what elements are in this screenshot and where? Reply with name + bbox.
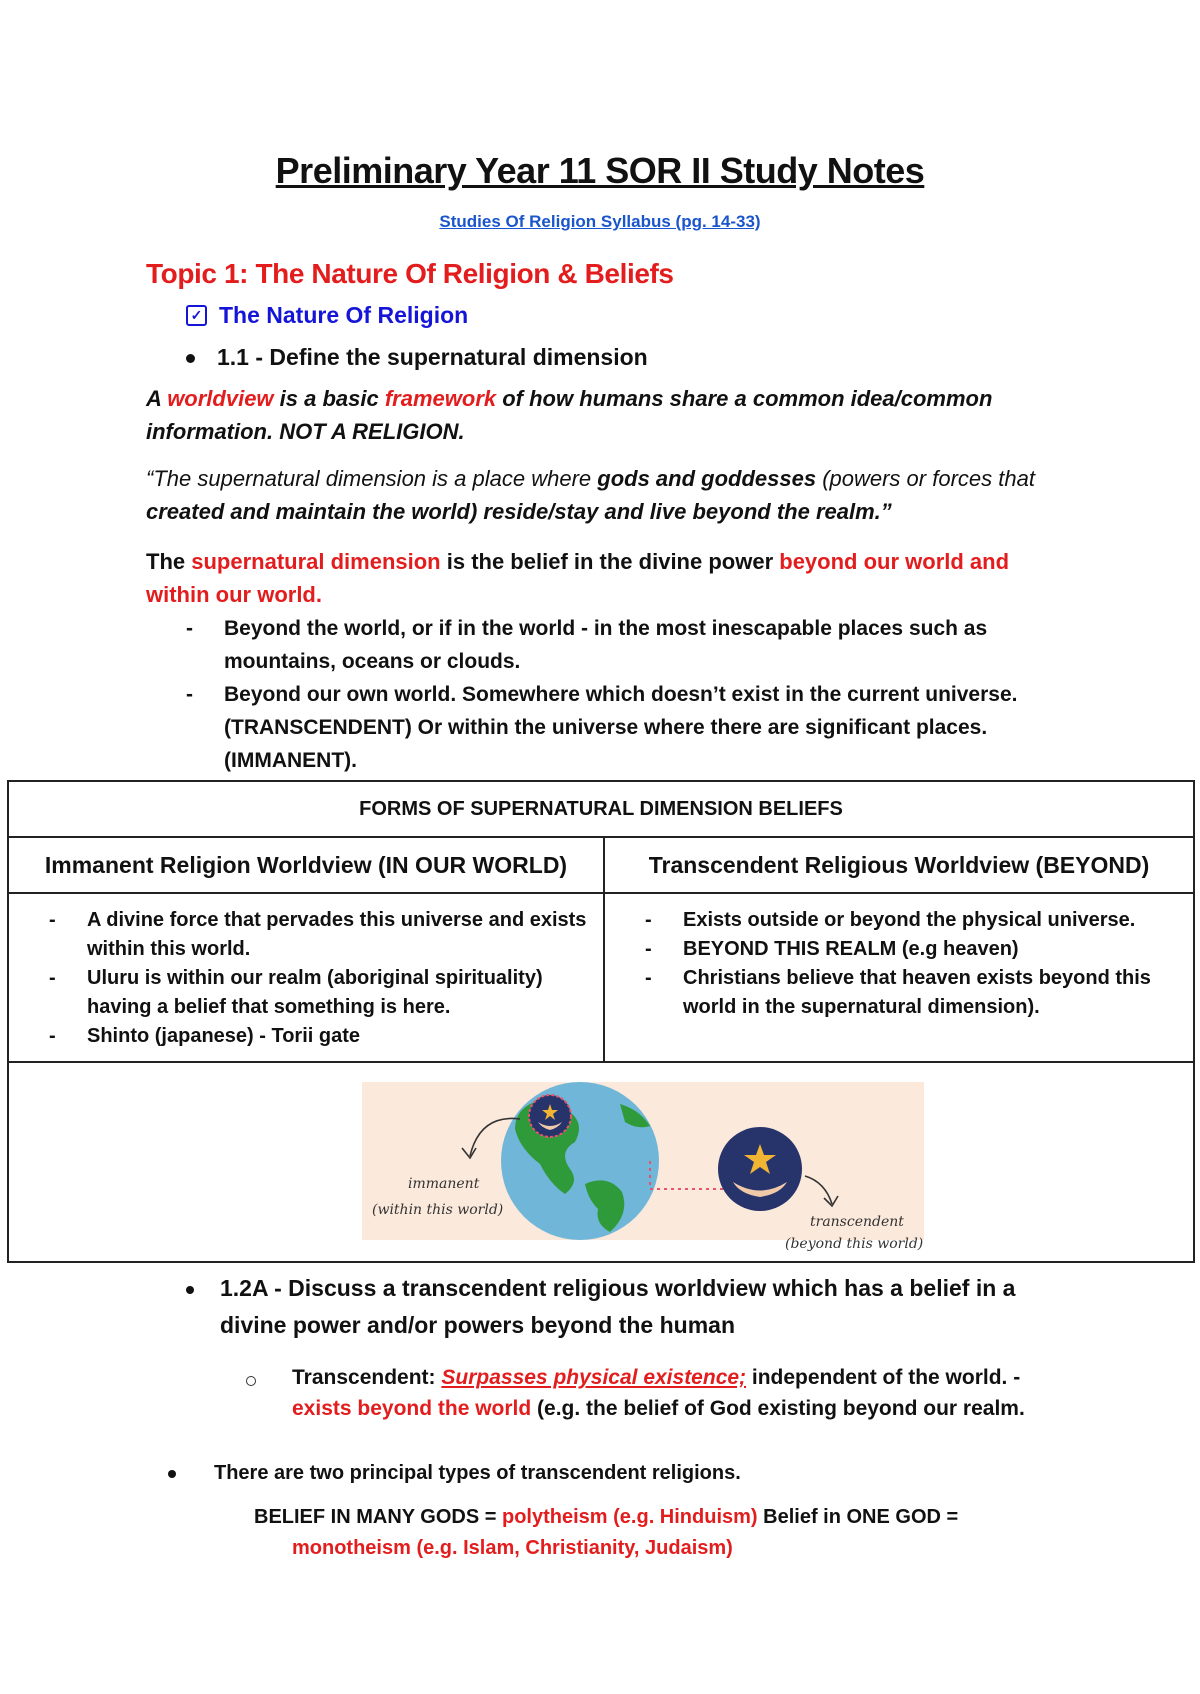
syllabus-link[interactable]: Studies Of Religion Syllabus (pg. 14-33): [439, 212, 761, 231]
list-item-text: Beyond our own world. Somewhere which doesn’t exist in the current universe. (TRANSCENDENT) Or within the universe where there are significant places. (IMMANENT).: [224, 683, 1018, 772]
column-header-immanent: Immanent Religion Worldview (IN OUR WORLD): [8, 837, 604, 893]
list-item: - A divine force that pervades this universe and exists within this world.: [49, 906, 589, 964]
transcendent-cell: [604, 893, 1194, 1062]
list-item-text: A divine force that pervades this universe and exists within this world.: [87, 909, 587, 960]
column-header-transcendent: Transcendent Religious Worldview (BEYOND): [604, 837, 1194, 893]
text: “The supernatural dimension is a place where: [146, 466, 598, 491]
principal-types: [168, 1462, 741, 1485]
bullet-icon: [168, 1470, 176, 1478]
list-item-text: Beyond the world, or if in the world - in the most inescapable places such as mountains, oceans or clouds.: [224, 617, 988, 673]
text: created and maintain the world) reside/stay and live beyond the realm.”: [146, 499, 892, 524]
keyword-polytheism: polytheism (e.g. Hinduism): [502, 1506, 758, 1528]
list-item: - Shinto (japanese) - Torii gate: [49, 1022, 589, 1051]
list-item-text: BEYOND THIS REALM (e.g heaven): [683, 938, 1019, 960]
text: Belief in ONE GOD =: [757, 1506, 959, 1528]
text: The: [146, 549, 192, 574]
keyword-monotheism: monotheism (e.g. Islam, Christianity, Judaism): [292, 1537, 733, 1559]
table-title: FORMS OF SUPERNATURAL DIMENSION BELIEFS: [8, 781, 1194, 837]
list-item: - Beyond the world, or if in the world - in the most inescapable places such as mountains, oceans or clouds.: [186, 612, 1066, 678]
text: is a basic: [273, 386, 385, 411]
subheading-row: [186, 302, 468, 329]
worldview-paragraph: [146, 382, 1046, 448]
point-1-1-text: 1.1 - Define the supernatural dimension: [217, 344, 648, 370]
transcendent-definition: [246, 1362, 1046, 1424]
bullet-icon: [186, 1286, 194, 1294]
text: independent of the world. -: [746, 1366, 1021, 1389]
point-1-2a-text: 1.2A - Discuss a transcendent religious worldview which has a belief in a divine power and/or powers beyond the human: [220, 1275, 1016, 1338]
keyword-exists-beyond: exists beyond the world: [292, 1397, 532, 1420]
list-item: - Exists outside or beyond the physical universe.: [645, 906, 1179, 935]
list-item-text: Uluru is within our realm (aboriginal spirituality) having a belief that something is here.: [87, 967, 543, 1018]
text: (e.g. the belief of God existing beyond our realm.: [531, 1397, 1025, 1420]
check-box-icon: ✓: [186, 305, 207, 326]
definition-paragraph: [146, 545, 1046, 611]
keyword-supernatural: supernatural dimension: [191, 549, 441, 574]
bullet-icon: [186, 354, 195, 363]
label-transcendent: transcendent: [810, 1214, 904, 1230]
list-item-text: Exists outside or beyond the physical universe.: [683, 909, 1136, 931]
label-within: (within this world): [372, 1202, 504, 1218]
hollow-bullet-icon: [246, 1376, 256, 1386]
text: is the belief in the divine power: [440, 549, 780, 574]
principal-types-text: There are two principal types of transcendent religions.: [214, 1462, 741, 1484]
label-beyond: (beyond this world): [785, 1236, 924, 1252]
immanent-hand-star-icon: [529, 1095, 571, 1137]
text: BELIEF IN MANY GODS =: [254, 1506, 502, 1528]
text: A: [146, 386, 168, 411]
immanent-cell: [8, 893, 604, 1062]
list-item-text: Christians believe that heaven exists beyond this world in the supernatural dimension).: [683, 967, 1151, 1018]
keyword-gods: gods and goddesses: [597, 466, 817, 491]
list-item: - BEYOND THIS REALM (e.g heaven): [645, 935, 1179, 964]
subheading-text: The Nature Of Religion: [219, 302, 469, 328]
dash-list: [186, 612, 1066, 777]
keyword-surpasses: Surpasses physical existence;: [441, 1366, 747, 1389]
text: (powers or forces that: [816, 466, 1035, 491]
beliefs-paragraph: [254, 1502, 1074, 1564]
globe-icon: [501, 1082, 659, 1240]
list-item-text: Shinto (japanese) - Torii gate: [87, 1025, 360, 1047]
page-title: Preliminary Year 11 SOR II Study Notes: [275, 150, 925, 191]
list-item: - Christians believe that heaven exists beyond this world in the supernatural dimension).: [645, 964, 1179, 1022]
label-immanent: immanent: [408, 1176, 480, 1192]
keyword-worldview: worldview: [167, 386, 274, 411]
topic-heading: Topic 1: The Nature Of Religion & Beliefs: [146, 258, 674, 289]
list-item: - Beyond our own world. Somewhere which doesn’t exist in the current universe. (TRANSCENDENT) Or within the universe where there are significant places. (IMMANENT).: [186, 678, 1066, 777]
forms-table: [7, 780, 1195, 1263]
quote-paragraph: [146, 462, 1076, 528]
text: Transcendent:: [292, 1366, 442, 1389]
keyword-framework: framework: [384, 386, 497, 411]
point-1-1: [186, 344, 648, 371]
point-1-2a: [186, 1270, 1066, 1344]
illustration-cell: [8, 1062, 1194, 1262]
text: of how humans share a common idea/common information. NOT A RELIGION.: [146, 386, 993, 444]
keyword-beyond: beyond our world and within our world.: [146, 549, 1010, 607]
immanent-transcendent-illustration: [10, 1064, 1192, 1260]
list-item: - Uluru is within our realm (aboriginal spirituality) having a belief that something is here.: [49, 964, 589, 1022]
transcendent-hand-star-icon: [718, 1127, 802, 1211]
